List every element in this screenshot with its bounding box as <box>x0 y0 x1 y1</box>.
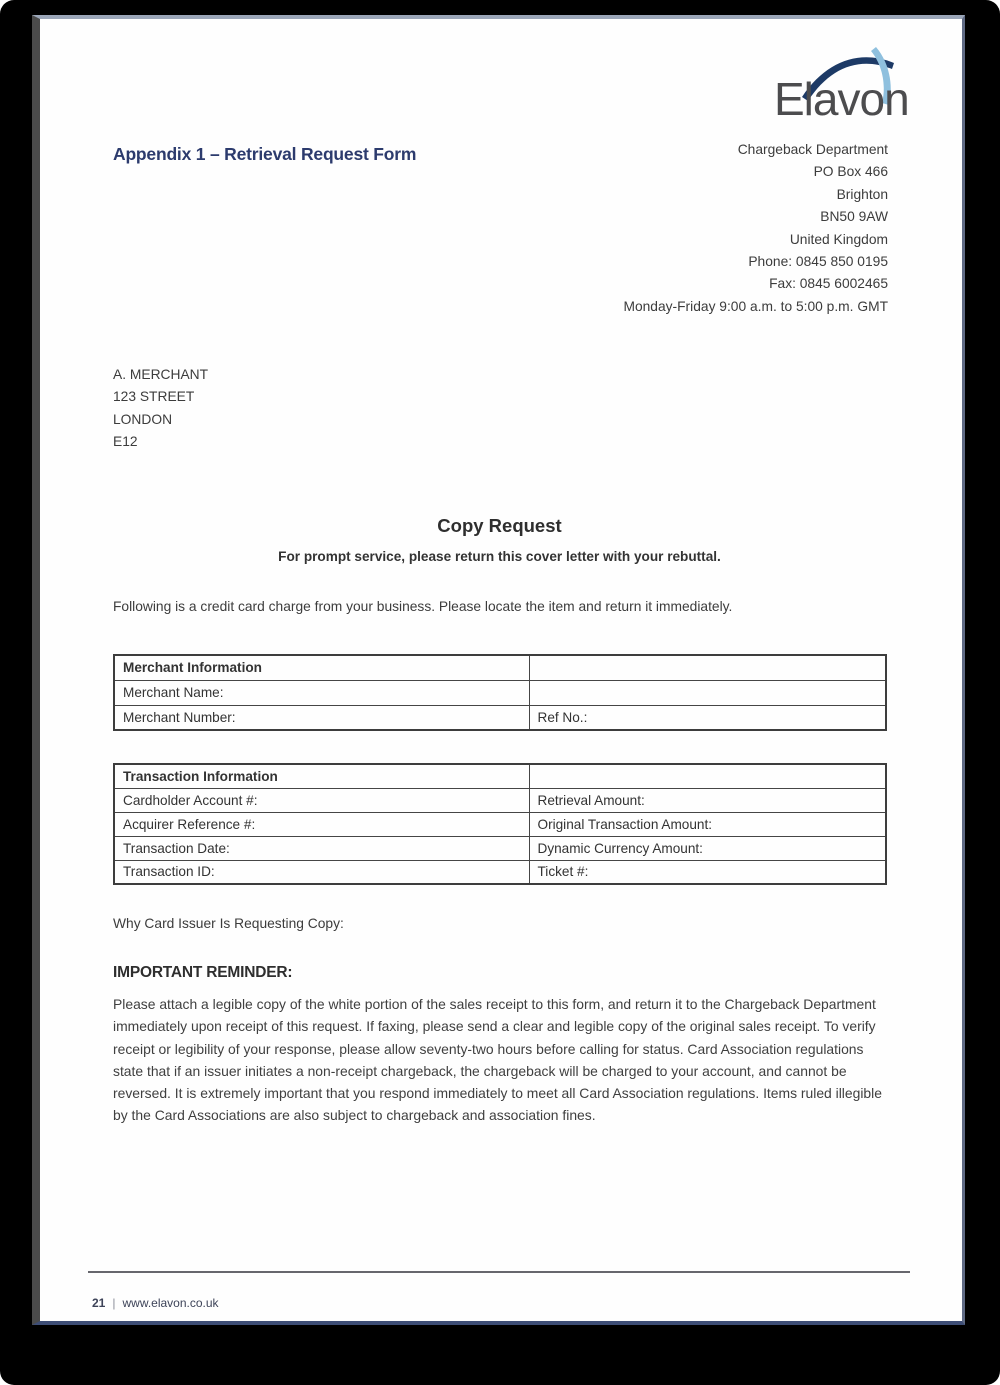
transaction-id-label-cell: Transaction ID: <box>114 860 529 884</box>
table-row <box>114 680 886 705</box>
address-line: PO Box 466 <box>813 164 888 180</box>
intro-text: Following is a credit card charge from your business. Please locate the item and return it immediately. <box>113 599 733 614</box>
transaction-date-label-cell: Transaction Date: <box>114 836 529 860</box>
why-copy-label: Why Card Issuer Is Requesting Copy: <box>113 916 344 931</box>
page-number: 21 <box>92 1296 106 1310</box>
elavon-logo <box>768 43 920 123</box>
svg-text:Elavon: Elavon <box>774 73 909 123</box>
cardholder-account-label-cell: Cardholder Account #: <box>114 788 529 812</box>
retrieval-amount-label-cell: Retrieval Amount: <box>529 788 886 812</box>
recipient-line: A. MERCHANT <box>113 367 209 382</box>
recipient-address-block <box>113 364 208 454</box>
table-row <box>114 812 886 836</box>
important-reminder-body: Please attach a legible copy of the white portion of the sales receipt to this form, and return it to the Chargeback Department immediately upon receipt of this request. If faxing, please send a clear and legible copy of the original sales receipt. To verify receipt or legibility of your response, please allow seventy-two hours before calling for status. Card Association regulations state that if an issuer initiates a non-receipt chargeback, the chargeback will be charged to your account, and cannot be reversed. It is extremely important that you respond immediately to meet all Card Association regulations. Items ruled illegible by the Card Associations are also subject to chargeback and association fines. <box>113 996 882 1124</box>
footer <box>92 1296 219 1310</box>
merchant-name-value-cell <box>529 680 886 705</box>
address-line: Chargeback Department <box>737 142 888 157</box>
merchant-info-header-cell: Merchant Information <box>114 655 529 680</box>
merchant-info-table <box>113 654 887 731</box>
recipient-line: E12 <box>113 434 138 450</box>
table-row <box>114 655 886 680</box>
address-line: BN50 9AW <box>820 209 888 225</box>
address-line: United Kingdom <box>789 231 888 247</box>
footer-divider <box>88 1271 910 1273</box>
ref-no-label-cell: Ref No.: <box>529 705 886 730</box>
transaction-info-empty-cell <box>529 764 886 788</box>
recipient-line: 123 STREET <box>113 389 195 405</box>
merchant-name-label-cell: Merchant Name: <box>114 680 529 705</box>
copy-request-subtitle: For prompt service, please return this cover letter with your rebuttal. <box>278 549 721 564</box>
phone-line: Phone: 0845 850 0195 <box>748 254 888 270</box>
ticket-number-label-cell: Ticket #: <box>529 860 886 884</box>
transaction-info-header-cell: Transaction Information <box>114 764 529 788</box>
table-row <box>114 705 886 730</box>
original-transaction-amount-label-cell: Original Transaction Amount: <box>529 812 886 836</box>
copy-request-heading: Copy Request <box>437 515 562 536</box>
fax-line: Fax: 0845 6002465 <box>769 276 888 292</box>
important-reminder-heading: IMPORTANT REMINDER: <box>113 964 293 981</box>
merchant-info-empty-cell <box>529 655 886 680</box>
elavon-logo-icon <box>768 43 920 123</box>
page-title: Appendix 1 – Retrieval Request Form <box>113 144 417 164</box>
address-line: Brighton <box>836 186 888 202</box>
hours-line: Monday-Friday 9:00 a.m. to 5:00 p.m. GMT <box>623 298 888 314</box>
footer-separator: | <box>112 1296 116 1310</box>
table-row <box>114 836 886 860</box>
table-row <box>114 764 886 788</box>
department-address-block <box>623 139 888 318</box>
recipient-line: LONDON <box>113 411 173 427</box>
table-row <box>114 860 886 884</box>
table-row <box>114 788 886 812</box>
transaction-info-table <box>113 763 887 885</box>
dynamic-currency-amount-label-cell: Dynamic Currency Amount: <box>529 836 886 860</box>
document-page <box>32 15 965 1325</box>
merchant-number-label-cell: Merchant Number: <box>114 705 529 730</box>
acquirer-reference-label-cell: Acquirer Reference #: <box>114 812 529 836</box>
footer-website: www.elavon.co.uk <box>122 1296 219 1310</box>
